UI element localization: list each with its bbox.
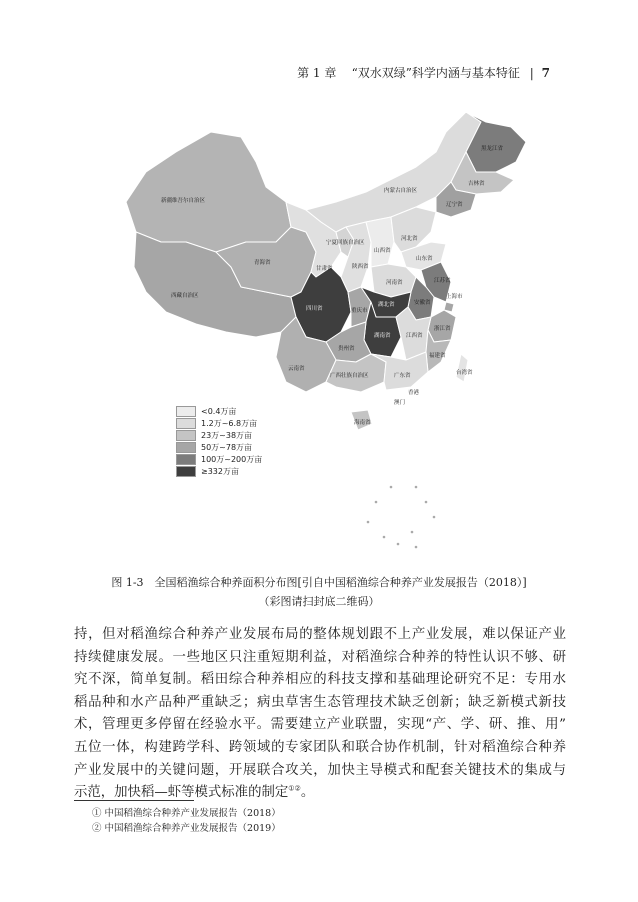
label-heilongjiang: 黑龙江省 [481,146,504,152]
label-guangxi: 广西壮族自治区 [330,373,369,379]
body-line: 究不深，简单复制。稻田综合种养相应的科技支撑和基础理论研究不足：专用水 [74,672,566,688]
label-hainan: 海南省 [354,420,371,426]
page-number: 7 [541,66,550,80]
label-hongkong: 香港 [408,390,420,396]
footnote-reference[interactable]: ①② [288,784,301,793]
legend-label: <0.4万亩 [201,406,237,416]
map-legend [176,405,262,477]
legend-item [176,441,262,453]
body-line: 稻品种和水产品种严重缺乏；病虫草害生态管理技术缺乏创新；缺乏新模式新技 [74,694,566,710]
label-liaoning: 辽宁省 [446,202,463,208]
legend-swatch [176,430,196,441]
body-line: 持续健康发展。一些地区只注重短期利益，对稻渔综合种养的特性认识不够、研 [74,649,566,665]
footnote-item: ① 中国稻渔综合种养产业发展报告（2018） [92,808,281,819]
header-separator: | [529,66,534,80]
label-shanxi: 山西省 [374,248,391,254]
label-jilin: 吉林省 [468,181,485,187]
label-hebei: 河北省 [401,236,418,242]
label-anhui: 安徽省 [414,300,431,306]
label-ningxia: 宁夏回族自治区 [326,240,365,246]
legend-label: 50万~78万亩 [201,442,253,452]
figure-caption-note: （彩图请扫封底二维码） [258,595,380,608]
label-henan: 河南省 [386,280,403,286]
legend-swatch [176,418,196,429]
footnotes [92,806,281,836]
body-line-last [74,782,566,805]
label-shandong: 山东省 [416,256,433,262]
body-line: 五位一体，构建跨学科、跨领域的专家团队和联合协作机制，针对稻渔综合种养 [74,739,566,755]
legend-swatch [176,454,196,465]
label-zhejiang: 浙江省 [434,326,451,332]
legend-item [176,429,262,441]
footnote-item: ② 中国稻渔综合种养产业发展报告（2019） [92,823,281,834]
region-taiwan [456,354,468,382]
body-line-text: 示范，加快稻—虾等模式标准的制定 [74,785,289,801]
label-hunan: 湖南省 [374,333,391,339]
label-macau: 澳门 [394,400,406,406]
chapter-number: 第 1 章 [297,66,337,80]
label-chongqing: 重庆市 [351,308,368,314]
legend-label: ≥332万亩 [201,466,239,476]
label-yunnan: 云南省 [288,366,305,372]
legend-item [176,465,262,477]
chapter-title: “双水双绿”科学内涵与基本特征 [351,66,520,80]
body-line: 持，但对稻渔综合种养产业发展布局的整体规划跟不上产业发展，难以保证产业 [74,627,566,642]
label-shanghai: 上海市 [446,294,463,300]
label-qinghai: 青海省 [254,260,271,266]
south-sea-islands [367,486,436,549]
label-guizhou: 贵州省 [338,346,355,352]
legend-swatch [176,406,196,417]
running-header [297,64,550,81]
legend-swatch [176,466,196,477]
label-gansu: 甘肃省 [316,266,333,272]
body-line: 产业发展中的关键问题，开展联合攻关，加快主导模式和配套关键技术的集成与 [74,762,566,778]
region-xinjiang [126,132,291,252]
label-sichuan: 四川省 [306,306,323,312]
label-xizang: 西藏自治区 [171,293,199,299]
legend-item [176,453,262,465]
label-jiangsu: 江苏省 [434,278,451,284]
legend-label: 23万~38万亩 [201,430,253,440]
label-guangdong: 广东省 [394,373,411,379]
label-shaanxi: 陕西省 [352,264,369,270]
china-map-figure [116,92,536,564]
label-fujian: 福建省 [429,353,446,359]
legend-label: 1.2万~6.8万亩 [201,418,258,428]
label-xinjiang: 新疆维吾尔自治区 [161,198,206,204]
body-paragraph [74,624,566,805]
body-line-end: 。 [300,785,315,801]
label-hubei: 湖北省 [378,302,395,308]
legend-item [176,405,262,417]
label-neimenggu: 内蒙古自治区 [384,188,418,194]
label-jiangxi: 江西省 [406,333,423,339]
footnote-divider [74,800,194,801]
legend-label: 100万~200万亩 [201,454,263,464]
legend-item [176,417,262,429]
china-map [116,92,536,564]
legend-swatch [176,442,196,453]
figure-caption: 图 1-3 全国稻渔综合种养面积分布图[引自中国稻渔综合种养产业发展报告（2018）] [111,576,527,589]
body-line: 术，管理更多停留在经验水平。需要建立产业联盟，实现“产、学、研、推、用” [74,717,566,733]
label-taiwan: 台湾省 [456,370,473,376]
